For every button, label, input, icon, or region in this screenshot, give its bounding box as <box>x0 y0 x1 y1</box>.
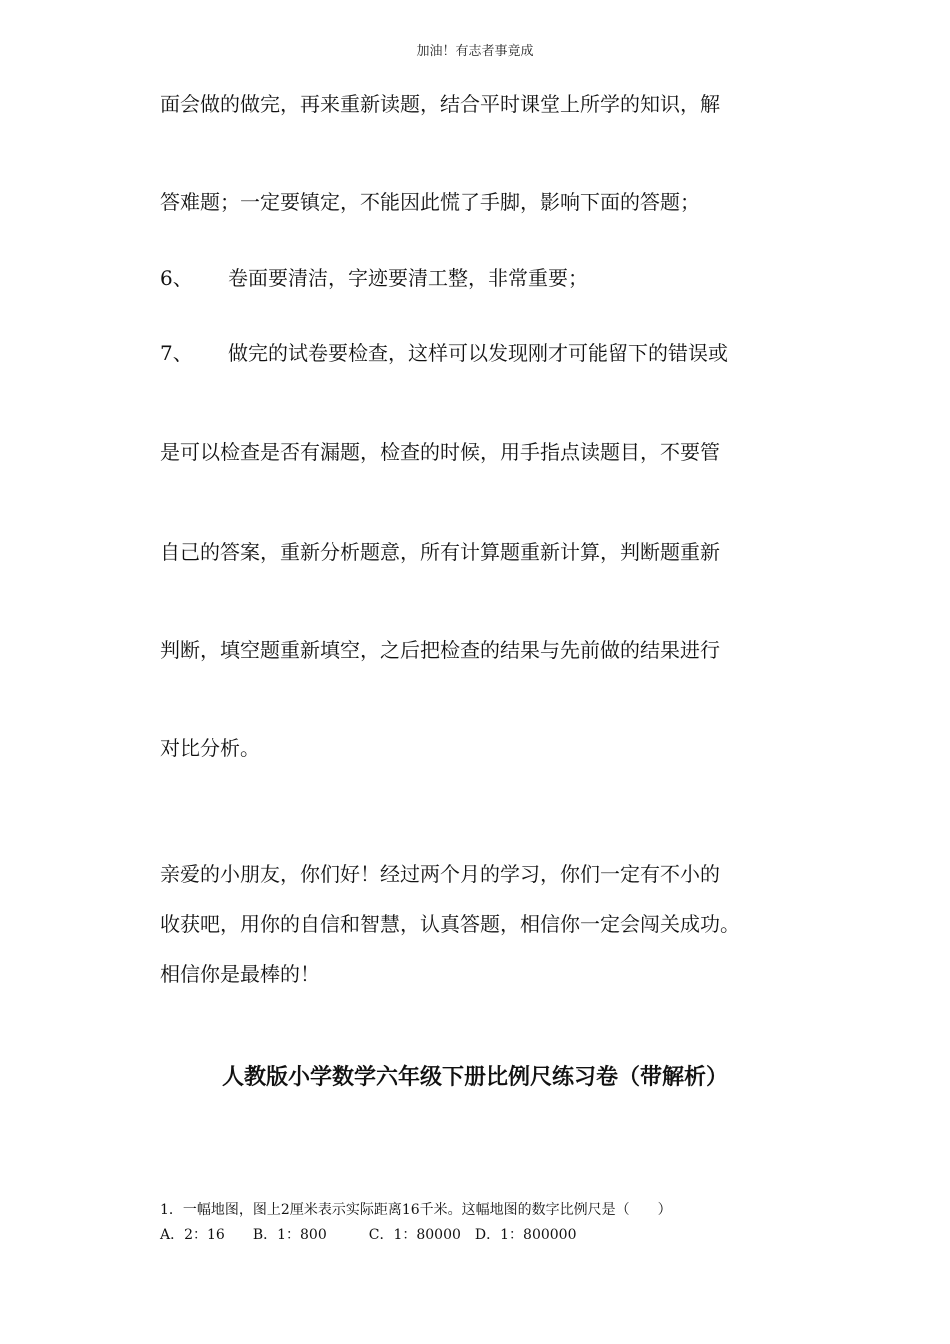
item-7-text: 做完的试卷要检查，这样可以发现刚才可能留下的错误或 <box>228 341 728 365</box>
item-6-text: 卷面要清洁，字迹要清工整，非常重要； <box>228 266 588 290</box>
tips-item-7 <box>160 341 728 365</box>
tips-line-7e: 对比分析。 <box>160 736 260 760</box>
tips-line-2: 答难题；一定要镇定，不能因此慌了手脚，影响下面的答题； <box>160 190 700 214</box>
question-1-options: A．2：16 B．1：800 C．1：80000 D．1：800000 <box>160 1227 577 1243</box>
tips-line-7c: 自己的答案，重新分析题意，所有计算题重新计算，判断题重新 <box>160 540 720 564</box>
tips-item-6 <box>160 266 588 290</box>
tips-line-7d: 判断，填空题重新填空，之后把检查的结果与先前做的结果进行 <box>160 638 720 662</box>
question-1-stem: 1．一幅地图，图上2厘米表示实际距离16千米。这幅地图的数字比例尺是（ ） <box>160 1202 672 1218</box>
tips-line-1: 面会做的做完，再来重新读题，结合平时课堂上所学的知识，解 <box>160 92 720 116</box>
greeting-line-1: 亲爱的小朋友，你们好！经过两个月的学习，你们一定有不小的 <box>160 862 720 886</box>
exam-title: 人教版小学数学六年级下册比例尺练习卷（带解析） <box>221 1065 728 1090</box>
greeting-line-3: 相信你是最棒的！ <box>160 962 320 986</box>
item-6-number: 6、 <box>160 266 193 290</box>
tips-line-7b: 是可以检查是否有漏题，检查的时候，用手指点读题目，不要管 <box>160 440 720 464</box>
item-7-number: 7、 <box>160 341 193 365</box>
page-header: 加油！有志者事竟成 <box>416 44 534 59</box>
greeting-line-2: 收获吧，用你的自信和智慧，认真答题，相信你一定会闯关成功。 <box>160 912 740 936</box>
